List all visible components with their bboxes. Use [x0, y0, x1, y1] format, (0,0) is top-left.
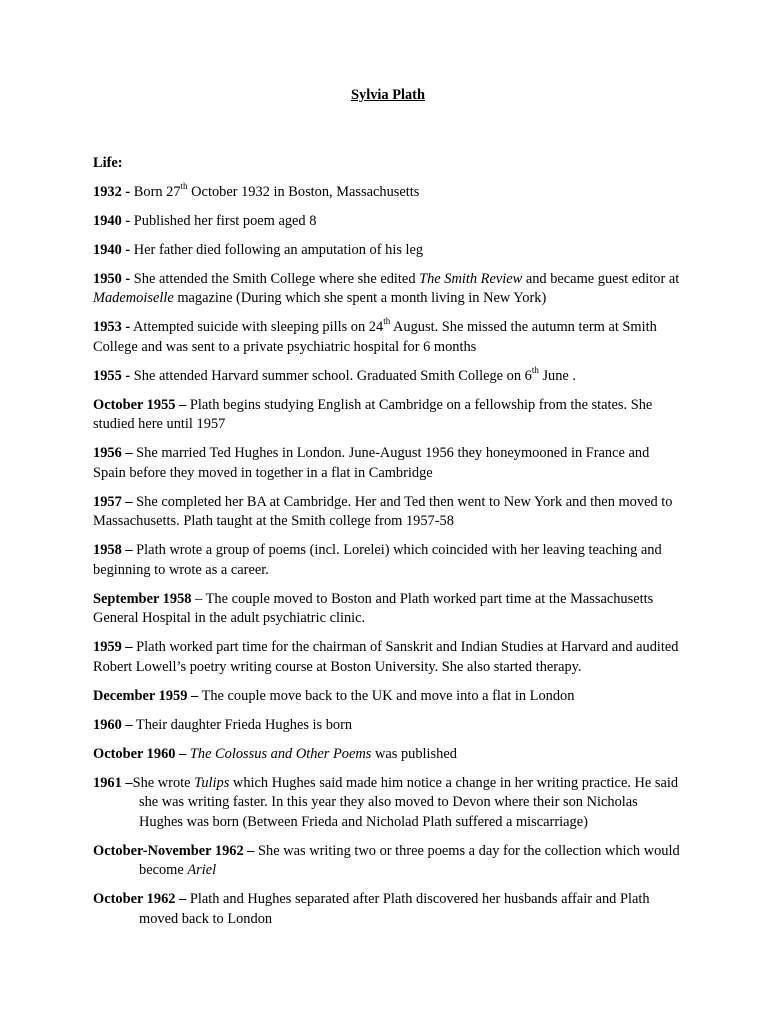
timeline-list: [93, 180, 683, 930]
entry-date: September 1958: [93, 590, 192, 607]
entry-date: October-November 1962 –: [93, 842, 255, 859]
entry-text: Her father died following an amputation of his leg: [130, 241, 424, 258]
entry-text: Published her first poem aged 8: [130, 212, 317, 229]
entry-text: She married Ted Hughes in London. June-August 1956 they honeymooned in France and Spain before they moved in together in a flat in Cambridge: [93, 445, 650, 481]
entry-date: 1957 –: [93, 493, 133, 510]
entry-text: was published: [371, 745, 457, 762]
entry-date: 1953 -: [93, 319, 131, 335]
entry-text: Born 27: [130, 183, 181, 200]
timeline-entry: [93, 590, 683, 629]
entry-text: October 1932 in Boston, Massachusetts: [187, 183, 420, 200]
entry-text: She completed her BA at Cambridge. Her and Ted then went to New York and then moved to Massachusetts. Plath taught at the Smith college from 1957-58: [93, 493, 673, 529]
entry-date: 1940 -: [93, 212, 131, 229]
entry-date: 1932 -: [93, 183, 131, 200]
entry-title-italic: Mademoiselle: [93, 290, 174, 306]
timeline-entry: [93, 745, 683, 765]
entry-text: – The couple moved to Boston and Plath worked part time at the Massachusetts General Hospital in the adult psychiatric clinic.: [93, 590, 654, 626]
entry-text: June .: [538, 367, 577, 384]
entry-text: Plath and Hughes separated after Plath discovered her husbands affair and Plath moved back to London: [139, 891, 650, 927]
entry-date: 1950 -: [93, 270, 131, 287]
timeline-entry: [93, 318, 683, 357]
ordinal-suffix: th: [531, 364, 539, 375]
entry-text: which Hughes said made him notice a change in her writing practice. He said she was writing faster. In this year they also moved to Devon where their son Nicholas Hughes was born (Between Frieda and Nicholad Plath suffered a miscarriage): [139, 774, 679, 830]
entry-text: magazine (During which she spent a month living in New York): [173, 290, 547, 306]
entry-date: 1961 –: [93, 774, 133, 791]
entry-date: 1959 –: [93, 639, 133, 655]
entry-title-italic: Ariel: [187, 862, 217, 878]
entry-title-italic: The Smith Review: [419, 270, 523, 287]
entry-date: October 1962 –: [93, 891, 187, 907]
entry-date: 1940 -: [93, 241, 131, 258]
entry-date: 1955 -: [93, 367, 131, 384]
timeline-entry: [93, 638, 683, 677]
entry-date: 1960 –: [93, 716, 133, 733]
timeline-entry: [93, 493, 683, 532]
timeline-entry: [93, 180, 683, 203]
ordinal-suffix: th: [383, 316, 391, 327]
timeline-entry: [93, 444, 683, 483]
timeline-entry: [93, 270, 683, 309]
entry-date: December 1959 –: [93, 687, 199, 704]
timeline-entry: [93, 396, 683, 435]
entry-date: 1958 –: [93, 542, 133, 558]
entry-date: 1956 –: [93, 445, 133, 461]
document-page: [93, 86, 683, 939]
entry-text: August. She missed the autumn term at Smith College and was sent to a private psychiatric hospital for 6 months: [93, 319, 657, 355]
section-label-life: Life:: [93, 155, 123, 171]
entry-text: She wrote: [132, 774, 195, 791]
timeline-entry: [93, 774, 683, 833]
document-title: Sylvia Plath: [351, 87, 425, 103]
entry-text: Plath wrote a group of poems (incl. Lorelei) which coincided with her leaving teaching and beginning to wrote as a career.: [93, 542, 662, 578]
ordinal-suffix: th: [180, 180, 188, 191]
entry-text: Plath begins studying English at Cambridge on a fellowship from the states. She studied here until 1957: [93, 396, 653, 432]
entry-text: and became guest editor at: [522, 270, 680, 287]
timeline-entry: [93, 364, 683, 387]
entry-text: She attended the Smith College where she edited: [130, 270, 420, 287]
entry-text: Attempted suicide with sleeping pills on 24: [130, 319, 384, 335]
timeline-entry: [93, 241, 683, 261]
entry-text: She was writing two or three poems a day for the collection which would become: [139, 842, 680, 878]
timeline-entry: [93, 842, 683, 881]
timeline-entry: [93, 890, 683, 929]
timeline-entry: [93, 541, 683, 580]
timeline-entry: [93, 212, 683, 232]
entry-date: October 1960 –: [93, 745, 187, 762]
entry-date: October 1955 –: [93, 396, 187, 413]
entry-text: She attended Harvard summer school. Graduated Smith College on 6: [130, 367, 532, 384]
timeline-entry: [93, 716, 683, 736]
timeline-entry: [93, 687, 683, 707]
entry-text: Their daughter Frieda Hughes is born: [132, 716, 353, 733]
entry-text: Plath worked part time for the chairman of Sanskrit and Indian Studies at Harvard and audited Robert Lowell’s poetry writing course at Boston University. She also started therapy.: [93, 639, 679, 675]
entry-title-italic: The Colossus and Other Poems: [189, 745, 372, 762]
entry-title-italic: Tulips: [194, 774, 230, 791]
entry-text: The couple move back to the UK and move into a flat in London: [198, 687, 575, 704]
